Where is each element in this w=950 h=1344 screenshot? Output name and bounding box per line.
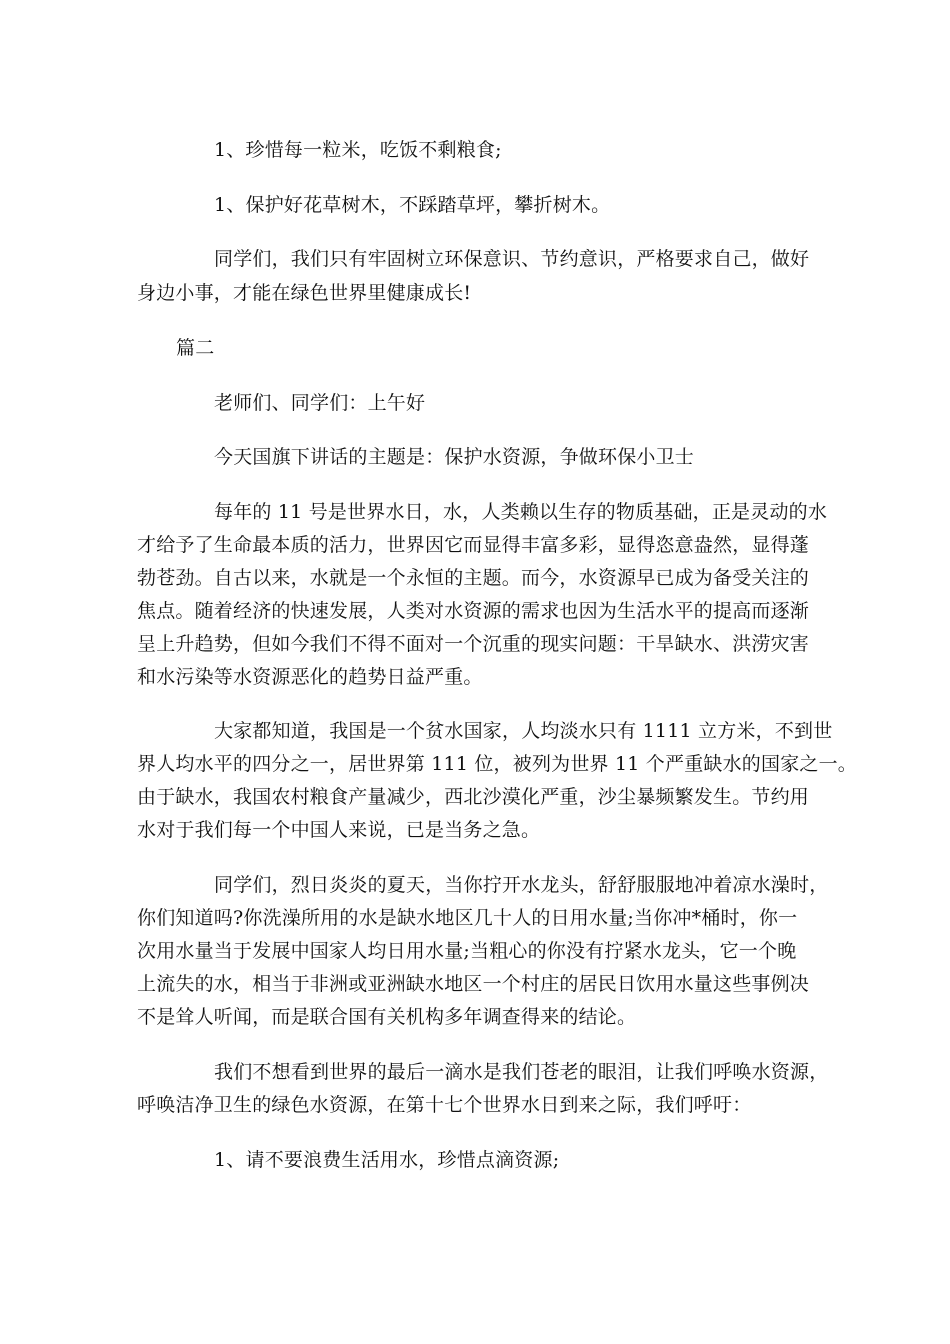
text-line: 1、珍惜每一粒米，吃饭不剩粮食; <box>214 139 502 161</box>
text-line: 呈上升趋势，但如今我们不得不面对一个沉重的现实问题：干旱缺水、洪涝灾害 <box>137 633 810 655</box>
text-line: 你们知道吗?你洗澡所用的水是缺水地区几十人的日用水量;当你冲*桶时，你一 <box>137 907 798 929</box>
section-heading: 篇二 <box>176 337 215 359</box>
text-line: 呼唤洁净卫生的绿色水资源，在第十七个世界水日到来之际，我们呼吁： <box>137 1094 752 1116</box>
text-line: 1、请不要浪费生活用水，珍惜点滴资源; <box>214 1149 560 1171</box>
text-line: 界人均水平的四分之一，居世界第 111 位，被列为世界 11 个严重缺水的国家之一。 <box>137 753 858 775</box>
text-line: 老师们、同学们：上午好 <box>214 392 426 414</box>
text-line: 今天国旗下讲话的主题是：保护水资源，争做环保小卫士 <box>214 446 695 468</box>
text-line: 1、保护好花草树木，不踩踏草坪，攀折树木。 <box>214 194 611 216</box>
text-line: 同学们，烈日炎炎的夏天，当你拧开水龙头，舒舒服服地冲着凉水澡时， <box>214 874 829 896</box>
text-line: 勃苍劲。自古以来，水就是一个永恒的主题。而今，水资源早已成为备受关注的 <box>137 567 810 589</box>
text-line: 和水污染等水资源恶化的趋势日益严重。 <box>137 666 483 688</box>
text-line: 才给予了生命最本质的活力，世界因它而显得丰富多彩，显得恣意盎然，显得蓬 <box>137 534 810 556</box>
text-line: 焦点。随着经济的快速发展，人类对水资源的需求也因为生活水平的提高而逐渐 <box>137 600 810 622</box>
text-line: 每年的 11 号是世界水日，水，人类赖以生存的物质基础，正是灵动的水 <box>214 501 828 523</box>
text-line: 由于缺水，我国农村粮食产量减少，西北沙漠化严重，沙尘暴频繁发生。节约用 <box>137 786 810 808</box>
text-line: 上流失的水，相当于非洲或亚洲缺水地区一个村庄的居民日饮用水量这些事例决 <box>137 973 810 995</box>
text-line: 水对于我们每一个中国人来说，已是当务之急。 <box>137 819 541 841</box>
text-line: 不是耸人听闻，而是联合国有关机构多年调查得来的结论。 <box>137 1006 637 1028</box>
text-line: 次用水量当于发展中国家人均日用水量;当粗心的你没有拧紧水龙头，它一个晚 <box>137 940 797 962</box>
text-line: 我们不想看到世界的最后一滴水是我们苍老的眼泪，让我们呼唤水资源， <box>214 1061 829 1083</box>
text-line: 身边小事，才能在绿色世界里健康成长! <box>137 282 472 304</box>
text-line: 同学们，我们只有牢固树立环保意识、节约意识，严格要求自己，做好 <box>214 248 810 270</box>
text-line: 大家都知道，我国是一个贫水国家，人均淡水只有 1111 立方米，不到世 <box>214 720 833 742</box>
